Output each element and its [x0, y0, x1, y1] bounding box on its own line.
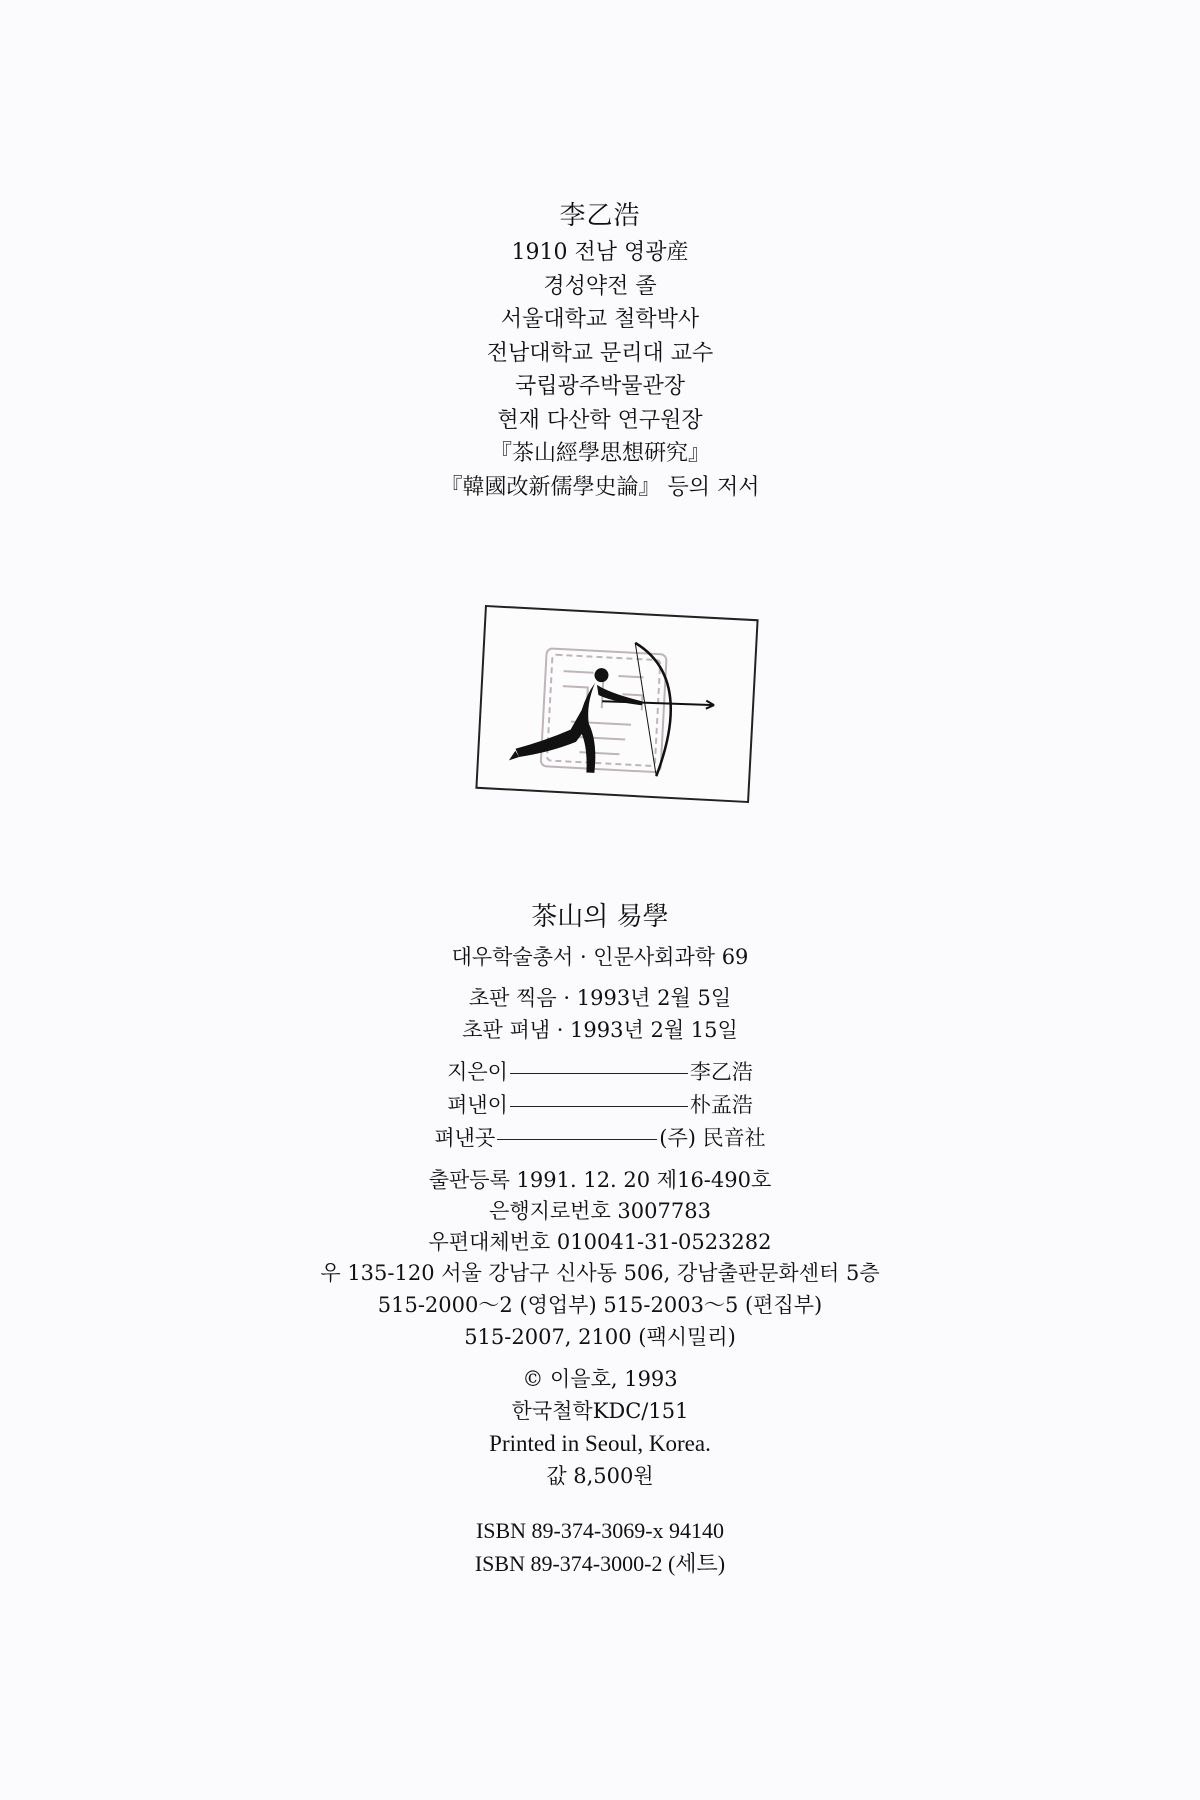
- classification: 한국철학KDC/151: [511, 1399, 689, 1423]
- leader-rule: [510, 1106, 688, 1107]
- bio-line: 국립광주박물관장: [514, 374, 686, 399]
- house-credit: [0, 1122, 1200, 1155]
- bio-line: 현재 다산학 연구원장: [497, 407, 703, 433]
- registration: 출판등록 1991. 12. 20 제16-490호: [428, 1168, 772, 1192]
- author-name: 李乙浩: [559, 201, 641, 231]
- book-title: 茶山의 易學: [531, 902, 669, 932]
- author-value: 李乙浩: [689, 1060, 753, 1084]
- series-name: 대우학술총서 · 인문사회과학 69: [451, 945, 749, 969]
- leader-rule: [510, 1073, 688, 1074]
- isbn: ISBN 89-374-3069-x 94140: [475, 1518, 725, 1543]
- copyright: © 이을호, 1993: [522, 1367, 678, 1391]
- author-credit: [0, 1056, 1200, 1089]
- house-value: (주) 民音社: [659, 1126, 766, 1150]
- bio-line: 『韓國改新儒學史論』 등의 저서: [440, 474, 760, 500]
- publisher-label: 펴낸이: [447, 1093, 508, 1117]
- archer-with-seal-logo: [477, 607, 756, 801]
- fax-numbers: 515-2007, 2100 (팩시밀리): [464, 1325, 736, 1349]
- postal-transfer: 우편대체번호 010041-31-0523282: [428, 1230, 772, 1254]
- publisher-value: 朴孟浩: [689, 1093, 753, 1117]
- isbn-set: ISBN 89-374-3000-2 (세트): [474, 1551, 726, 1576]
- house-label: 펴낸곳: [434, 1126, 496, 1150]
- colophon: [0, 900, 1200, 1580]
- bank-giro: 은행지로번호 3007783: [489, 1199, 711, 1223]
- first-publish-date: 초판 펴냄 · 1993년 2월 15일: [462, 1018, 738, 1042]
- phone-numbers: 515-2000～2 (영업부) 515-2003～5 (편집부): [377, 1293, 823, 1317]
- address: 우 135-120 서울 강남구 신사동 506, 강남출판문화센터 5층: [320, 1261, 880, 1285]
- publisher-logo: [475, 605, 758, 803]
- price: 값 8,500원: [546, 1464, 654, 1488]
- publisher-credit: [0, 1089, 1200, 1122]
- leader-rule: [497, 1139, 657, 1140]
- bio-line: 경성약전 졸: [543, 273, 657, 299]
- bio-line: 1910 전남 영광産: [511, 240, 689, 265]
- bio-line: 『茶山經學思想硏究』: [489, 441, 710, 466]
- author-bio: [0, 196, 1200, 504]
- printed-in: Printed in Seoul, Korea.: [489, 1431, 711, 1456]
- bio-line: 전남대학교 문리대 교수: [486, 340, 714, 366]
- author-label: 지은이: [447, 1060, 508, 1084]
- first-print-date: 초판 찍음 · 1993년 2월 5일: [468, 986, 732, 1010]
- bio-line: 서울대학교 철학박사: [500, 307, 700, 332]
